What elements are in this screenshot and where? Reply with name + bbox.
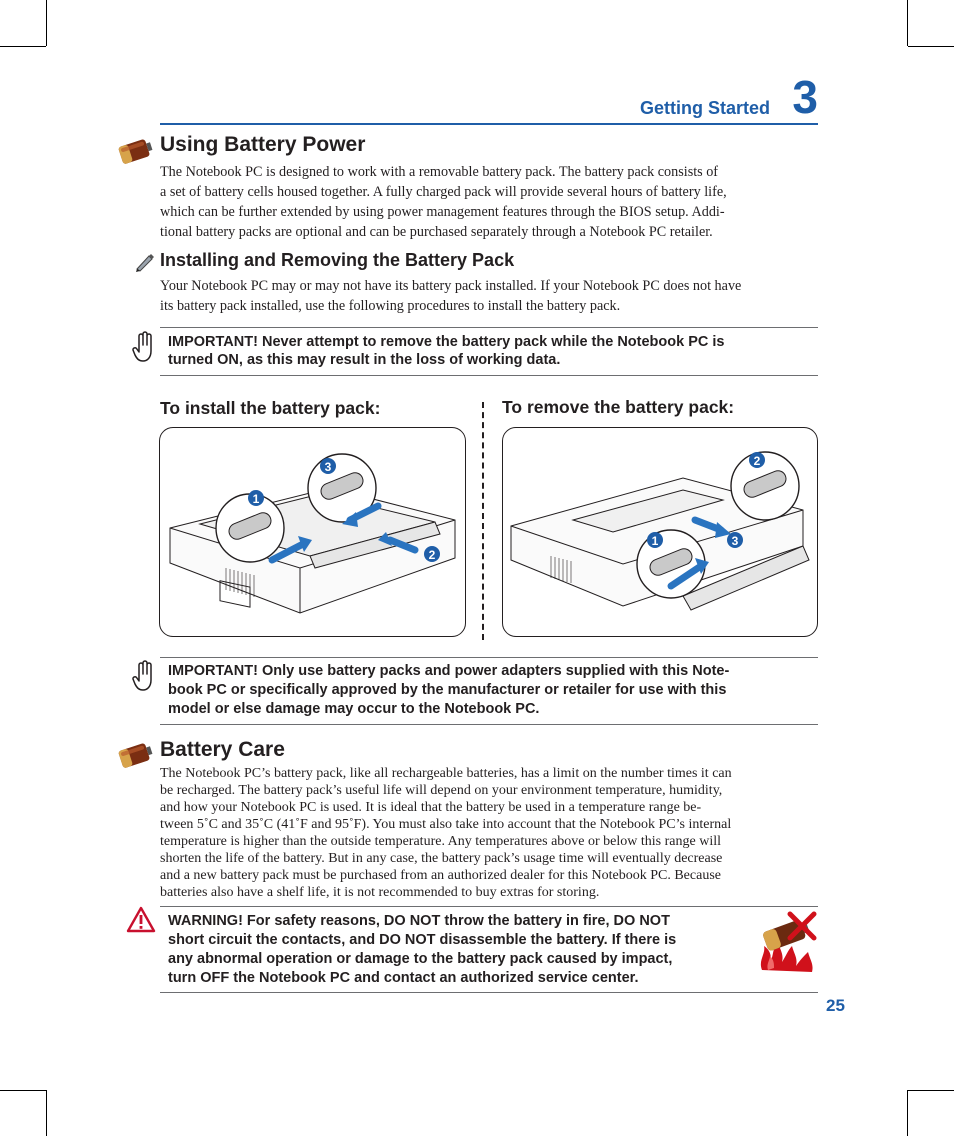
paragraph-line: and a new battery pack must be purchased from an authorized dealer for this Notebook PC. Because (160, 868, 721, 883)
remove-battery-figure (502, 427, 818, 637)
notice-line: IMPORTANT! Only use battery packs and power adapters supplied with this Note- (168, 663, 730, 679)
paragraph-line: shorten the life of the battery. But in any case, the battery pack’s usage time will eventually decrease (160, 851, 723, 866)
warning-icon (126, 906, 156, 934)
warning-line: turn OFF the Notebook PC and contact an authorized service center. (168, 970, 639, 986)
hand-icon (132, 660, 156, 692)
battery-icon (116, 740, 156, 770)
install-illustration (160, 428, 465, 636)
chapter-number: 3 (792, 71, 818, 123)
step-number: 2 (753, 454, 761, 468)
step-number: 1 (252, 492, 260, 506)
battery-icon (116, 136, 156, 166)
install-battery-figure (159, 427, 466, 637)
paragraph-line: The Notebook PC’s battery pack, like all rechargeable batteries, has a limit on the number times it can (160, 766, 732, 781)
important-notice (160, 327, 818, 376)
warning-line: short circuit the contacts, and DO NOT disassemble the battery. If there is (168, 932, 677, 948)
page-number: 25 (826, 996, 845, 1015)
notice-line: IMPORTANT! Never attempt to remove the battery pack while the Notebook PC is (168, 334, 725, 350)
notice-line: turned ON, as this may result in the loss of working data. (168, 352, 561, 368)
chapter-header (160, 71, 818, 125)
paragraph-line: batteries also have a shelf life, it is not recommended to buy extras for storing. (160, 885, 600, 900)
chapter-title: Getting Started (639, 98, 770, 118)
warning-notice (160, 906, 818, 993)
step-number: 2 (428, 548, 436, 562)
remove-illustration (503, 428, 817, 636)
figure-divider (482, 402, 484, 640)
paragraph-line: The Notebook PC is designed to work with a removable battery pack. The battery pack consists of (160, 164, 719, 180)
crop-mark (908, 1090, 954, 1091)
install-figure-label: To install the battery pack: (160, 398, 381, 418)
crop-mark (0, 46, 46, 47)
crop-mark (46, 1090, 47, 1136)
pen-icon (134, 252, 156, 272)
section-title-install-remove: Installing and Removing the Battery Pack (160, 250, 515, 270)
notice-line: model or else damage may occur to the Notebook PC. (168, 701, 540, 717)
remove-figure-label: To remove the battery pack: (502, 397, 735, 417)
warning-line: any abnormal operation or damage to the battery pack caused by impact, (168, 951, 673, 967)
paragraph-line: be recharged. The battery pack’s useful life will depend on your environment temperature, humidity, (160, 783, 723, 798)
crop-mark (907, 0, 908, 46)
paragraph-line: temperature is higher than the outside temperature. Any temperatures above or below this range will (160, 834, 721, 849)
paragraph-line: its battery pack installed, use the following procedures to install the battery pack. (160, 298, 621, 314)
crop-mark (908, 46, 954, 47)
paragraph-line: tween 5˚C and 35˚C (41˚F and 95˚F). You must also take into account that the Notebook PC’s internal (160, 817, 732, 832)
paragraph-line: which can be further extended by using power management features through the BIOS setup. Addi- (160, 204, 725, 220)
section-title-battery-power: Using Battery Power (160, 133, 366, 156)
section-title-battery-care: Battery Care (160, 738, 285, 761)
crop-mark (907, 1090, 908, 1136)
step-number: 3 (324, 460, 332, 474)
no-battery-fire-icon (756, 910, 820, 976)
warning-line: WARNING! For safety reasons, DO NOT throw the battery in fire, DO NOT (168, 913, 670, 929)
step-number: 1 (651, 534, 659, 548)
paragraph-line: and how your Notebook PC is used. It is ideal that the battery be used in a temperature range be- (160, 800, 702, 815)
step-number: 3 (731, 534, 739, 548)
crop-mark (0, 1090, 46, 1091)
hand-icon (132, 331, 156, 363)
paragraph-line: Your Notebook PC may or may not have its battery pack installed. If your Notebook PC does not have (160, 278, 742, 294)
important-notice (160, 657, 818, 725)
notice-line: book PC or specifically approved by the manufacturer or retailer for use with this (168, 682, 727, 698)
paragraph-line: tional battery packs are optional and can be purchased separately through a Notebook PC retailer. (160, 224, 713, 240)
paragraph-line: a set of battery cells housed together. A fully charged pack will provide several hours of battery life, (160, 184, 727, 200)
crop-mark (46, 0, 47, 46)
